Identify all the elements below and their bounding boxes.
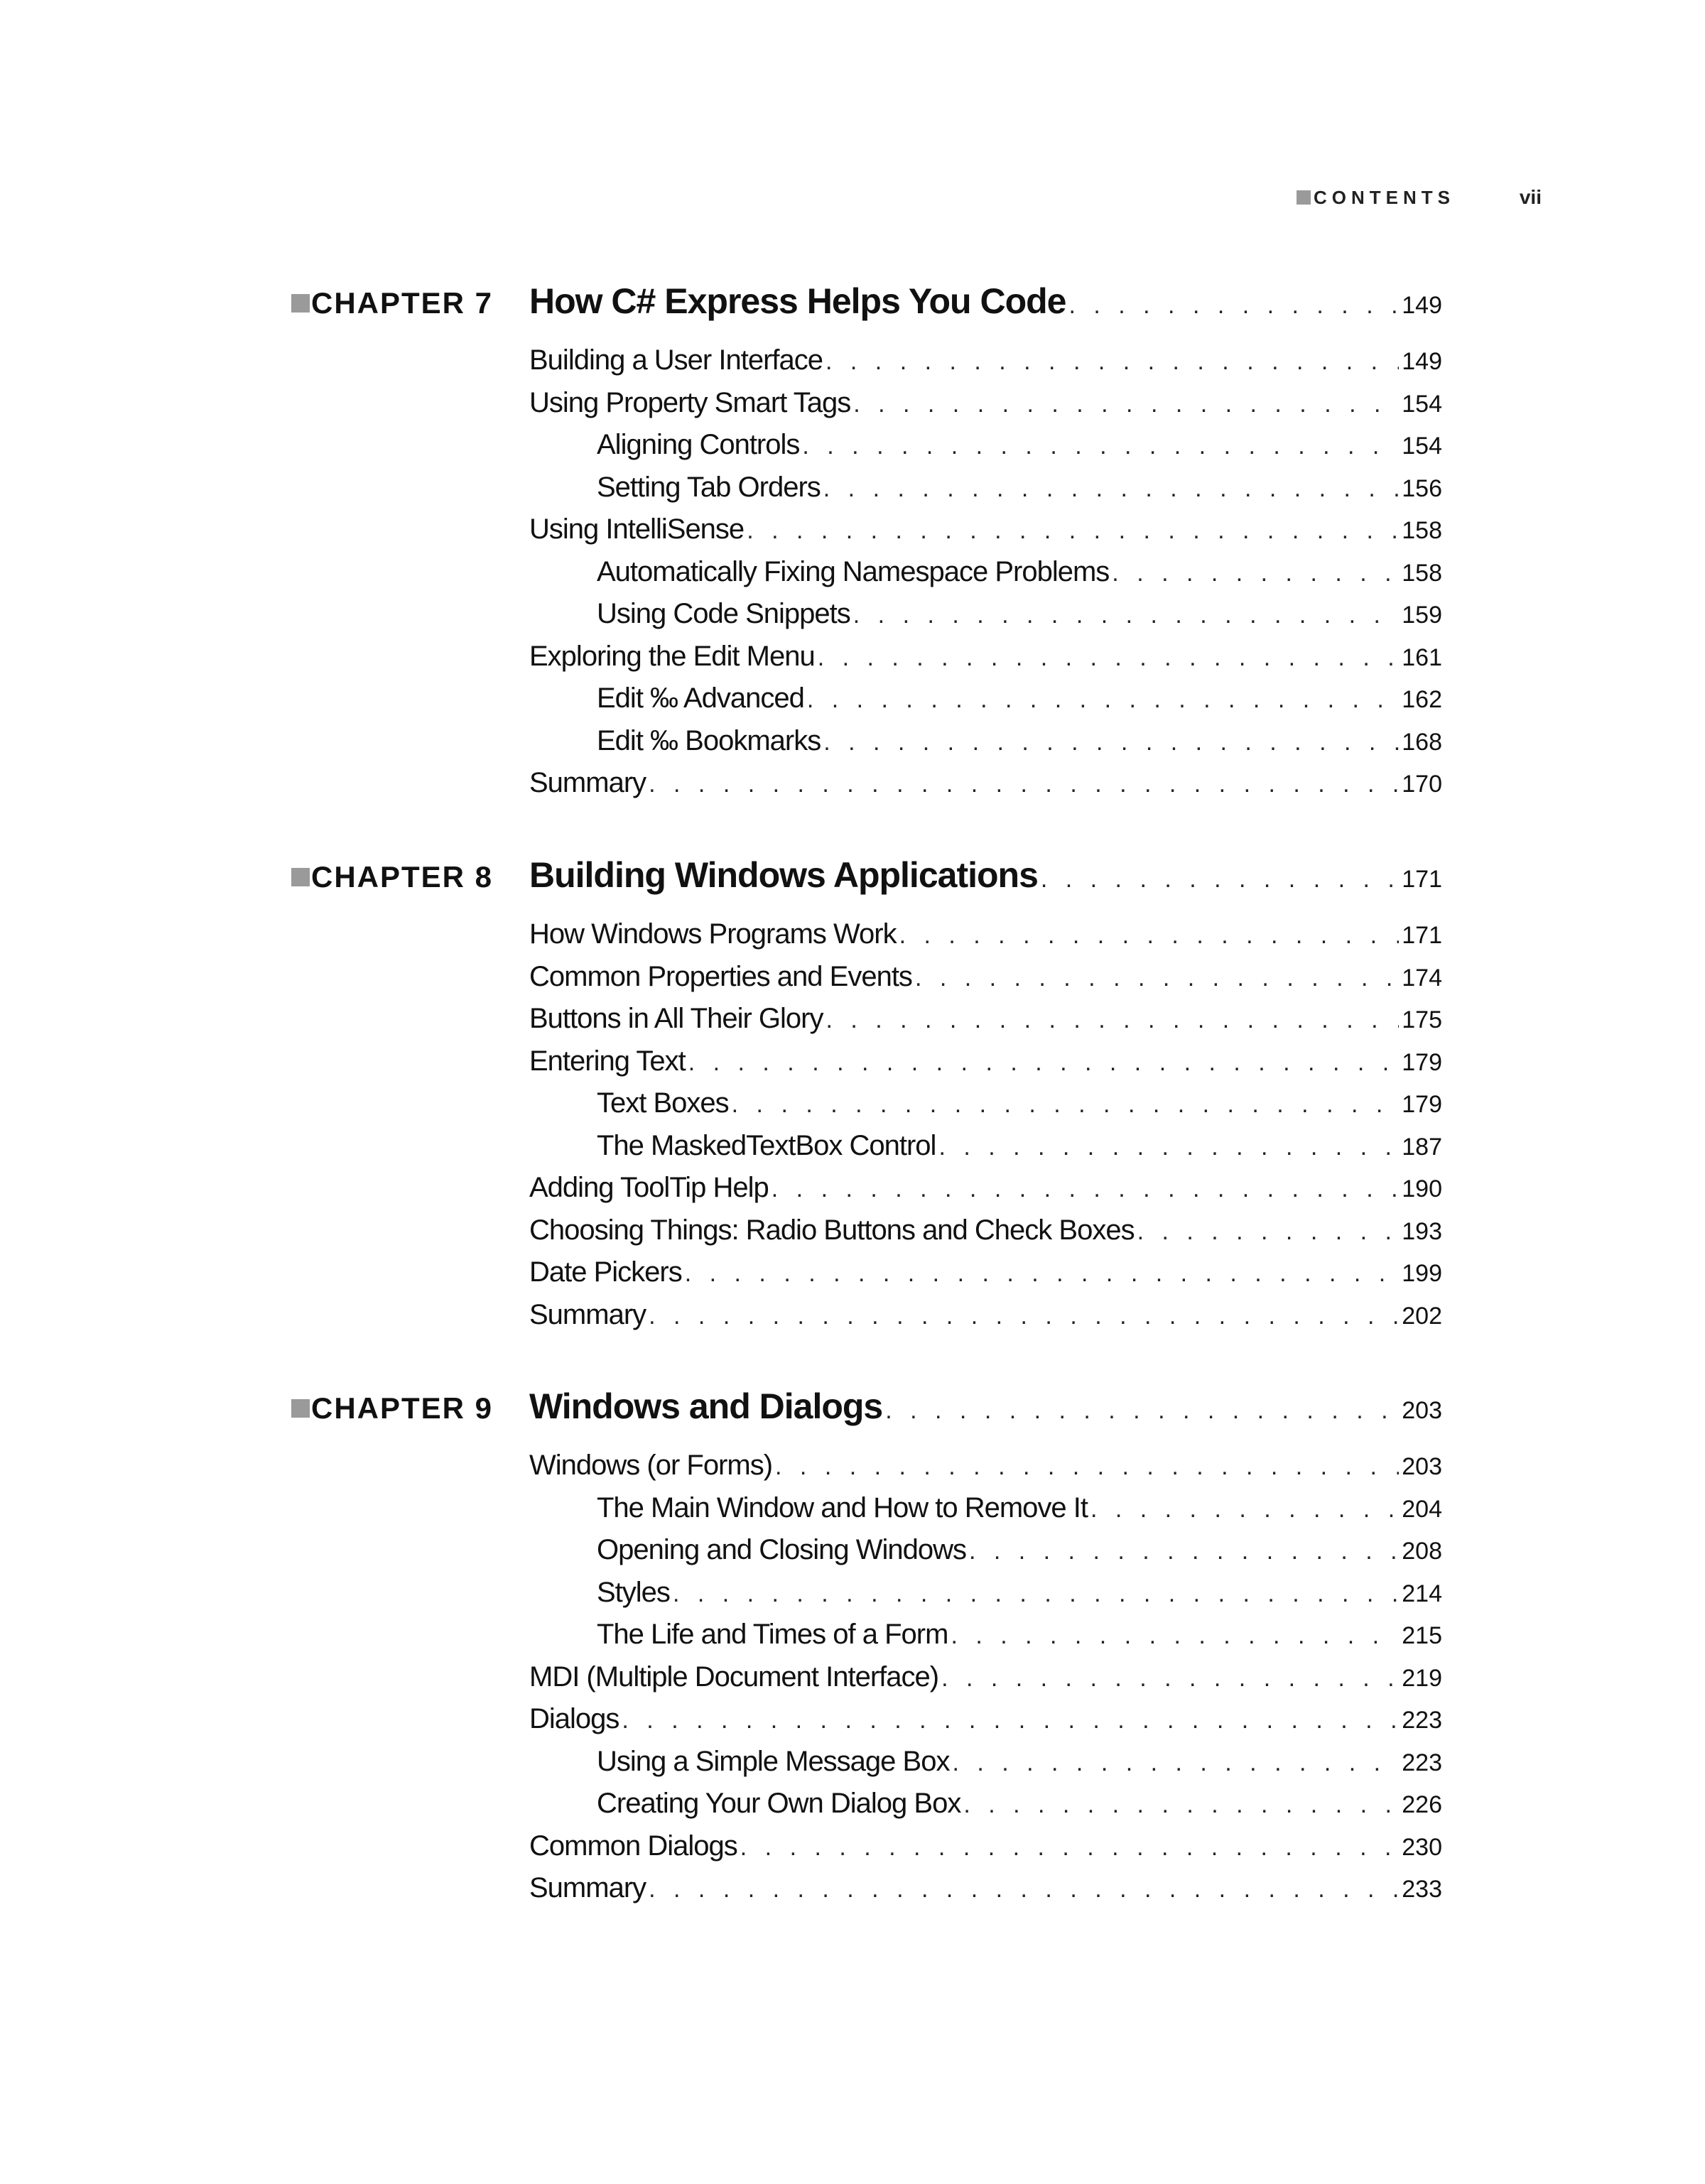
entry-title: Windows (or Forms) [529, 1450, 773, 1481]
dot-leader [853, 391, 1399, 418]
entry-title: Buttons in All Their Glory [529, 1003, 823, 1034]
entry-title: Entering Text [529, 1045, 686, 1077]
dot-leader [802, 433, 1399, 460]
entry-page: 174 [1402, 965, 1442, 992]
entry-title: Styles [597, 1577, 670, 1608]
entry-page: 215 [1402, 1622, 1442, 1649]
dot-leader [649, 771, 1399, 798]
dot-leader [649, 1303, 1399, 1330]
chapter-section [291, 854, 1442, 1352]
square-bullet-icon [1297, 190, 1311, 205]
toc-entry[interactable] [597, 556, 1442, 588]
toc-entry[interactable] [529, 767, 1442, 799]
dot-leader [1090, 1496, 1399, 1523]
entry-page: 202 [1402, 1303, 1442, 1330]
square-bullet-icon [291, 868, 310, 886]
toc-entry[interactable] [597, 1534, 1442, 1566]
entry-title: Using Property Smart Tags [529, 387, 851, 418]
dot-leader [951, 1622, 1399, 1650]
chapter-label: CHAPTER 8 [291, 860, 493, 894]
toc-entry[interactable] [597, 429, 1442, 461]
entry-page: 214 [1402, 1580, 1442, 1607]
entry-title: The Main Window and How to Remove It [597, 1492, 1088, 1523]
chapter-title: Windows and Dialogs [529, 1386, 883, 1426]
entry-page: 156 [1402, 475, 1442, 502]
running-head [1297, 183, 1542, 212]
dot-leader [1068, 292, 1399, 320]
chapter-section [291, 1386, 1442, 1925]
entry-title: Edit ‰ Bookmarks [597, 725, 821, 756]
entry-title: MDI (Multiple Document Interface) [529, 1661, 939, 1693]
entry-title: The MaskedTextBox Control [597, 1130, 936, 1161]
entry-page: 168 [1402, 729, 1442, 756]
chapter-title: Building Windows Applications [529, 855, 1038, 895]
entry-page: 171 [1402, 922, 1442, 949]
square-bullet-icon [291, 294, 310, 313]
entry-page: 233 [1402, 1876, 1442, 1903]
dot-leader [853, 602, 1399, 629]
toc-entry[interactable] [529, 1003, 1442, 1035]
dot-leader [823, 475, 1399, 503]
entry-title: Setting Tab Orders [597, 472, 821, 503]
toc-entry[interactable] [529, 1830, 1442, 1862]
toc-entry[interactable] [597, 1492, 1442, 1524]
toc-entry[interactable] [529, 1661, 1442, 1693]
dot-leader [963, 1791, 1399, 1819]
entry-title: Using Code Snippets [597, 598, 850, 629]
entry-page: 223 [1402, 1749, 1442, 1776]
entry-title: Building a User Interface [529, 344, 823, 376]
toc-entry[interactable] [597, 1087, 1442, 1119]
entry-title: Automatically Fixing Namespace Problems [597, 556, 1110, 587]
entry-title: Date Pickers [529, 1256, 682, 1288]
toc-entry[interactable] [597, 1788, 1442, 1820]
toc-entry[interactable] [529, 641, 1442, 673]
dot-leader [649, 1876, 1399, 1903]
entry-title: Opening and Closing Windows [597, 1534, 966, 1565]
entry-title: Using a Simple Message Box [597, 1746, 950, 1777]
chapter-section [291, 281, 1442, 820]
chapter-title: How C# Express Helps You Code [529, 281, 1066, 321]
dot-leader [1137, 1218, 1400, 1246]
entry-title: The Life and Times of a Form [597, 1619, 948, 1650]
chapter-title-row[interactable] [529, 1386, 1442, 1427]
running-head-label: CONTENTS [1314, 186, 1455, 208]
entry-page: 179 [1402, 1091, 1442, 1118]
toc-entry[interactable] [529, 1450, 1442, 1482]
entry-page: 161 [1402, 644, 1442, 671]
dot-leader [685, 1260, 1400, 1288]
entry-title: Aligning Controls [597, 429, 800, 460]
dot-leader [732, 1091, 1400, 1119]
toc-entry[interactable] [529, 1872, 1442, 1904]
dot-leader [807, 686, 1399, 714]
dot-leader [772, 1175, 1399, 1203]
entry-page: 170 [1402, 771, 1442, 798]
dot-leader [1041, 866, 1399, 893]
chapter-label: CHAPTER 7 [291, 286, 493, 320]
entry-page: 204 [1402, 1496, 1442, 1523]
dot-leader [775, 1453, 1399, 1481]
toc-entry[interactable] [529, 514, 1442, 545]
toc-entry[interactable] [597, 1746, 1442, 1778]
toc-entry[interactable] [529, 918, 1442, 950]
entry-page: 179 [1402, 1049, 1442, 1076]
toc-entry[interactable] [597, 725, 1442, 757]
toc-entry[interactable] [529, 961, 1442, 993]
dot-leader [899, 922, 1400, 950]
entry-page: 175 [1402, 1006, 1442, 1033]
dot-leader [1112, 560, 1399, 587]
entry-page: 223 [1402, 1707, 1442, 1734]
chapter-page: 171 [1402, 866, 1442, 893]
entry-page: 159 [1402, 602, 1442, 629]
toc-entry[interactable] [529, 1172, 1442, 1204]
entry-title: Common Dialogs [529, 1830, 737, 1862]
entry-title: Adding ToolTip Help [529, 1172, 769, 1203]
entry-page: 203 [1402, 1453, 1442, 1480]
entry-title: Common Properties and Events [529, 961, 912, 992]
dot-leader [818, 644, 1400, 672]
entry-page: 158 [1402, 560, 1442, 587]
entry-title: Creating Your Own Dialog Box [597, 1788, 961, 1819]
entry-page: 154 [1402, 391, 1442, 418]
dot-leader [622, 1707, 1399, 1734]
toc-entry[interactable] [529, 387, 1442, 419]
entry-title: Exploring the Edit Menu [529, 641, 815, 672]
dot-leader [952, 1749, 1399, 1777]
dot-leader [673, 1580, 1399, 1608]
page-number: vii [1519, 186, 1542, 208]
entry-title: Summary [529, 1299, 646, 1330]
entry-page: 190 [1402, 1175, 1442, 1202]
entry-title: Summary [529, 1872, 646, 1903]
toc-entry[interactable] [529, 1215, 1442, 1246]
toc-entry[interactable] [597, 1577, 1442, 1609]
toc-entry[interactable] [597, 683, 1442, 715]
toc-entry[interactable] [529, 344, 1442, 376]
dot-leader [915, 965, 1399, 992]
entry-title: Edit ‰ Advanced [597, 683, 804, 714]
chapter-page: 149 [1402, 292, 1442, 319]
entry-title: Using IntelliSense [529, 514, 745, 545]
toc-entry[interactable] [529, 1299, 1442, 1331]
entry-title: How Windows Programs Work [529, 918, 897, 950]
toc-entry[interactable] [529, 1703, 1442, 1735]
dot-leader [969, 1538, 1399, 1565]
dot-leader [688, 1049, 1400, 1077]
entry-page: 208 [1402, 1538, 1442, 1565]
entry-page: 230 [1402, 1834, 1442, 1861]
square-bullet-icon [291, 1399, 310, 1418]
entry-title: Text Boxes [597, 1087, 729, 1119]
entry-title: Summary [529, 767, 646, 798]
entry-page: 219 [1402, 1665, 1442, 1692]
dot-leader [941, 1665, 1399, 1693]
toc-entry[interactable] [597, 1130, 1442, 1162]
entry-title: Choosing Things: Radio Buttons and Check Boxes [529, 1215, 1135, 1246]
entry-page: 158 [1402, 517, 1442, 544]
entry-title: Dialogs [529, 1703, 619, 1734]
chapter-label: CHAPTER 9 [291, 1391, 493, 1425]
dot-leader [938, 1134, 1399, 1161]
entry-page: 154 [1402, 433, 1442, 460]
dot-leader [823, 729, 1399, 756]
toc-entry[interactable] [597, 472, 1442, 504]
toc-entry[interactable] [597, 1619, 1442, 1651]
dot-leader [885, 1397, 1399, 1425]
entry-page: 149 [1402, 348, 1442, 375]
entry-page: 199 [1402, 1260, 1442, 1287]
toc-entry[interactable] [529, 1045, 1442, 1077]
toc-entry[interactable] [529, 1256, 1442, 1288]
toc-entry[interactable] [597, 598, 1442, 630]
chapter-title-row[interactable] [529, 854, 1442, 896]
dot-leader [747, 517, 1399, 545]
dot-leader [826, 348, 1399, 376]
entry-page: 187 [1402, 1134, 1442, 1161]
entry-page: 193 [1402, 1218, 1442, 1245]
entry-page: 226 [1402, 1791, 1442, 1818]
dot-leader [826, 1006, 1399, 1034]
dot-leader [740, 1834, 1399, 1862]
entry-page: 162 [1402, 686, 1442, 713]
chapter-page: 203 [1402, 1397, 1442, 1424]
chapter-title-row[interactable] [529, 281, 1442, 322]
